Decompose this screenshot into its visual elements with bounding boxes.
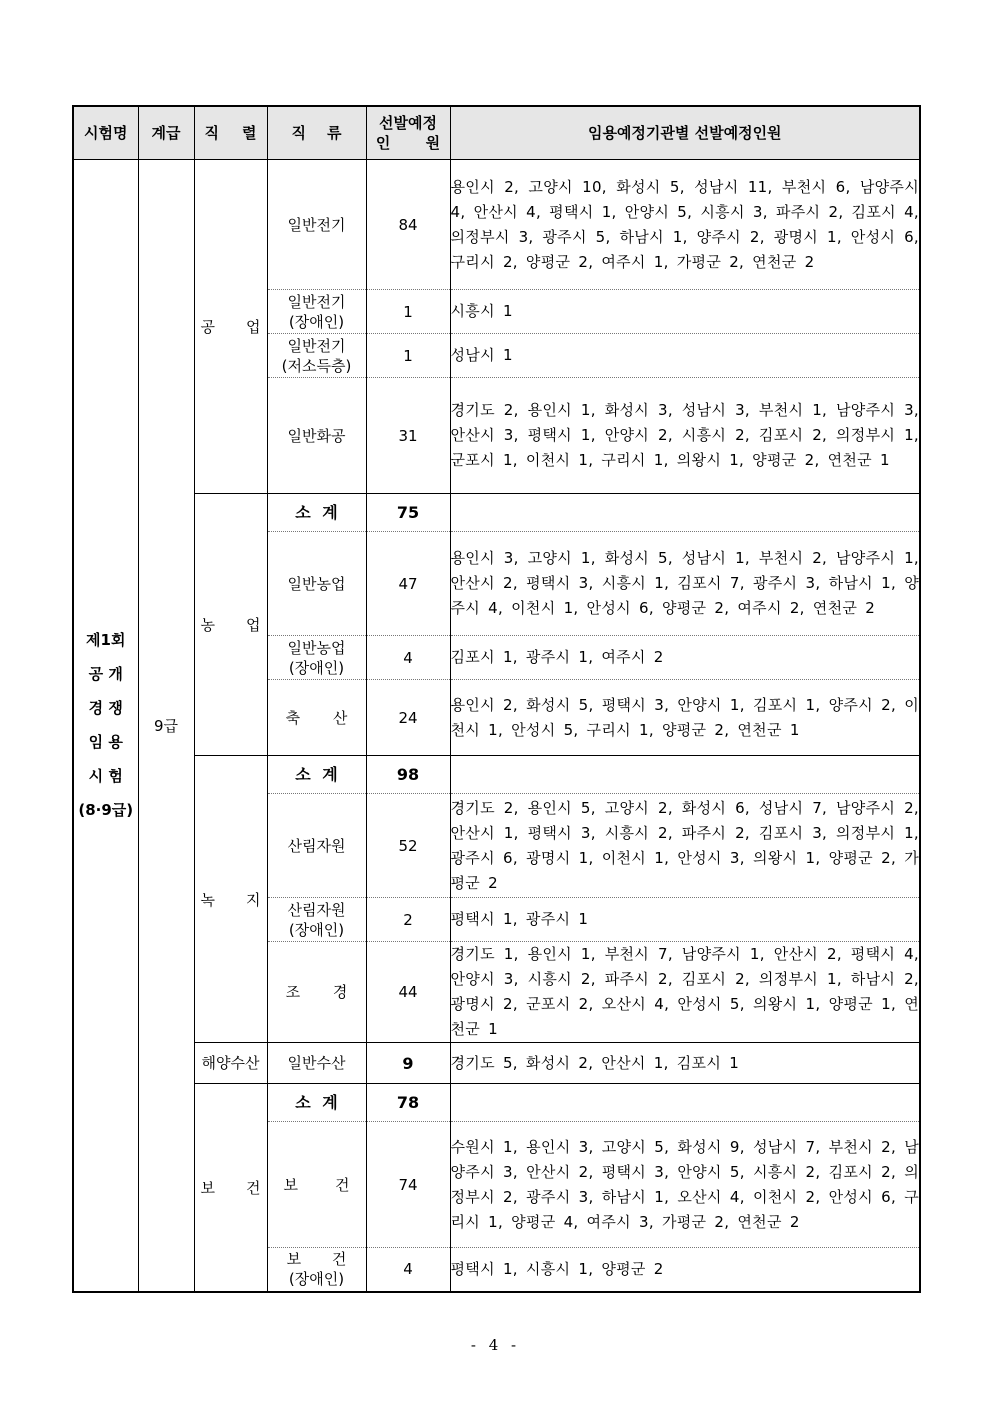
count-cell: 47 — [366, 532, 450, 636]
count-cell: 9 — [366, 1043, 450, 1084]
class-sublabel: (장애인) — [288, 658, 345, 677]
institutions-cell: 김포시 1, 광주시 1, 여주시 2 — [450, 636, 920, 680]
institutions-cell: 용인시 2, 화성시 5, 평택시 3, 안양시 1, 김포시 1, 양주시 2, 이천시 1, 안성시 5, 구리시 1, 양평군 2, 연천군 1 — [450, 680, 920, 756]
header-institutions: 임용예정기관별 선발예정인원 — [450, 106, 920, 160]
class-label: 보 — [283, 1175, 298, 1194]
institutions-cell — [450, 494, 920, 532]
class-label: 건 — [335, 1175, 350, 1194]
class-cell — [267, 334, 366, 378]
count-cell: 52 — [366, 794, 450, 898]
class-cell — [267, 378, 366, 494]
count-cell: 2 — [366, 898, 450, 942]
header-series — [194, 106, 267, 160]
count-cell: 4 — [366, 1248, 450, 1292]
header-class — [267, 106, 366, 160]
class-label: 산림자원 — [287, 900, 346, 919]
class-sublabel: (장애인) — [288, 1270, 345, 1289]
series-cell-green — [194, 756, 267, 1043]
header-series-a: 직 — [204, 124, 219, 142]
institutions-cell: 경기도 2, 용인시 1, 화성시 3, 성남시 3, 부천시 1, 남양주시 3, 안산시 3, 평택시 1, 안양시 2, 시흥시 2, 김포시 2, 의정부시 1, 군포시 1, 이천시 1, 구리시 1, 의왕시 1, 양평군 2, 연천군 1 — [450, 378, 920, 494]
institutions-cell: 용인시 3, 고양시 1, 화성시 5, 성남시 1, 부천시 2, 남양주시 1, 안산시 2, 평택시 3, 시흥시 1, 김포시 7, 광주시 3, 하남시 1, 양주시 4, 이천시 1, 안성시 6, 양평군 2, 여주시 2, 연천군 2 — [450, 532, 920, 636]
header-count-line2: 인 원 — [375, 134, 441, 152]
class-cell — [267, 636, 366, 680]
exam-name-line: (8·9급) — [78, 801, 134, 820]
institutions-cell: 평택시 1, 시흥시 1, 양평군 2 — [450, 1248, 920, 1292]
institutions-cell: 경기도 2, 용인시 5, 고양시 2, 화성시 6, 성남시 7, 남양주시 2, 안산시 1, 평택시 3, 시흥시 2, 파주시 2, 김포시 3, 의정부시 1, 광주시 6, 광명시 1, 이천시 1, 안성시 3, 의왕시 1, 양평군 2, 가평군 2 — [450, 794, 920, 898]
page-number: - 4 - — [470, 1336, 521, 1354]
subtotal-label: 소 계 — [267, 756, 366, 794]
series-cell-health — [194, 1084, 267, 1292]
subtotal-label: 소 계 — [267, 1084, 366, 1122]
class-cell — [267, 290, 366, 334]
subtotal-row — [73, 1084, 920, 1122]
count-cell: 4 — [366, 636, 450, 680]
subtotal-row — [73, 756, 920, 794]
class-label: 보 건 — [286, 1250, 347, 1269]
series-cell-industry — [194, 160, 267, 494]
series-char: 공 — [200, 318, 215, 336]
class-cell — [267, 1122, 366, 1248]
class-sublabel: (장애인) — [288, 312, 345, 331]
series-cell-marine: 해양수산 — [194, 1043, 267, 1084]
header-class-b: 류 — [326, 124, 342, 142]
class-cell — [267, 680, 366, 756]
class-cell — [267, 160, 366, 290]
header-row — [73, 106, 920, 160]
class-label: 일반수산 — [287, 1054, 346, 1072]
table-row — [73, 1043, 920, 1084]
count-cell: 84 — [366, 160, 450, 290]
exam-name-line: 공 개 — [88, 665, 123, 684]
header-count — [366, 106, 450, 160]
class-label: 일반전기 — [287, 336, 346, 355]
header-series-b: 렬 — [242, 124, 257, 142]
count-cell: 1 — [366, 334, 450, 378]
institutions-cell: 수원시 1, 용인시 3, 고양시 5, 화성시 9, 성남시 7, 부천시 2, 남양주시 3, 안산시 2, 평택시 3, 안양시 5, 시흥시 2, 김포시 2, 의정부시 2, 광주시 3, 하남시 1, 오산시 4, 이천시 2, 안성시 6, 구리시 1, 양평군 4, 여주시 3, 가평군 2, 연천군 2 — [450, 1122, 920, 1248]
series-char: 건 — [246, 1178, 261, 1197]
header-exam: 시험명 — [73, 106, 138, 160]
exam-name-cell — [73, 160, 138, 1292]
institutions-cell — [450, 756, 920, 794]
series-char: 녹 — [200, 890, 215, 909]
class-label: 일반농업 — [287, 574, 346, 593]
class-cell — [267, 532, 366, 636]
institutions-cell: 경기도 5, 화성시 2, 안산시 1, 김포시 1 — [450, 1043, 920, 1084]
class-cell — [267, 898, 366, 942]
series-char: 지 — [246, 890, 261, 909]
class-label: 산림자원 — [287, 836, 346, 855]
institutions-cell — [450, 1084, 920, 1122]
class-sublabel: (저소득층) — [281, 356, 352, 375]
table-row — [73, 160, 920, 290]
class-cell — [267, 794, 366, 898]
exam-name-line: 경 쟁 — [88, 699, 123, 718]
header-grade: 계급 — [138, 106, 194, 160]
class-label: 조 경 — [285, 983, 348, 1001]
institutions-cell: 경기도 1, 용인시 1, 부천시 7, 남양주시 1, 안산시 2, 평택시 4, 안양시 3, 시흥시 2, 파주시 2, 김포시 2, 의정부시 1, 하남시 2, 광명시 2, 군포시 2, 오산시 4, 안성시 5, 의왕시 1, 양평군 1, 연천군 1 — [450, 942, 920, 1043]
class-label: 일반전기 — [287, 292, 346, 311]
header-count-line1: 선발예정 — [379, 114, 437, 132]
exam-name-line: 제1회 — [86, 631, 126, 650]
class-label: 일반전기 — [287, 215, 346, 234]
class-cell — [267, 1043, 366, 1084]
institutions-cell: 용인시 2, 고양시 10, 화성시 5, 성남시 11, 부천시 6, 남양주시 4, 안산시 4, 평택시 1, 안양시 5, 시흥시 3, 파주시 2, 김포시 4, 의정부시 3, 광주시 5, 하남시 1, 양주시 2, 광명시 1, 안성시 6, 구리시 2, 양평군 2, 여주시 1, 가평군 2, 연천군 2 — [450, 160, 920, 290]
count-cell: 74 — [366, 1122, 450, 1248]
subtotal-row — [73, 494, 920, 532]
institutions-cell: 성남시 1 — [450, 334, 920, 378]
grade-cell: 9급 — [138, 160, 194, 1292]
recruitment-table — [72, 105, 921, 1293]
class-label: 일반농업 — [287, 638, 346, 657]
count-cell: 44 — [366, 942, 450, 1043]
class-label: 축 산 — [285, 708, 348, 727]
institutions-cell: 평택시 1, 광주시 1 — [450, 898, 920, 942]
header-class-a: 직 — [291, 124, 307, 142]
subtotal-count: 98 — [366, 756, 450, 794]
series-char: 농 — [200, 616, 215, 634]
subtotal-count: 75 — [366, 494, 450, 532]
class-sublabel: (장애인) — [288, 920, 345, 939]
exam-name-line: 시 험 — [88, 767, 123, 786]
subtotal-count: 78 — [366, 1084, 450, 1122]
class-label: 일반화공 — [287, 426, 346, 445]
class-cell — [267, 942, 366, 1043]
exam-name-line: 임 용 — [88, 733, 123, 752]
series-char: 업 — [246, 616, 261, 634]
series-cell-agriculture — [194, 494, 267, 756]
series-char: 업 — [246, 318, 261, 336]
count-cell: 24 — [366, 680, 450, 756]
count-cell: 31 — [366, 378, 450, 494]
subtotal-label: 소 계 — [267, 494, 366, 532]
class-cell — [267, 1248, 366, 1292]
series-char: 보 — [200, 1178, 215, 1197]
institutions-cell: 시흥시 1 — [450, 290, 920, 334]
count-cell: 1 — [366, 290, 450, 334]
